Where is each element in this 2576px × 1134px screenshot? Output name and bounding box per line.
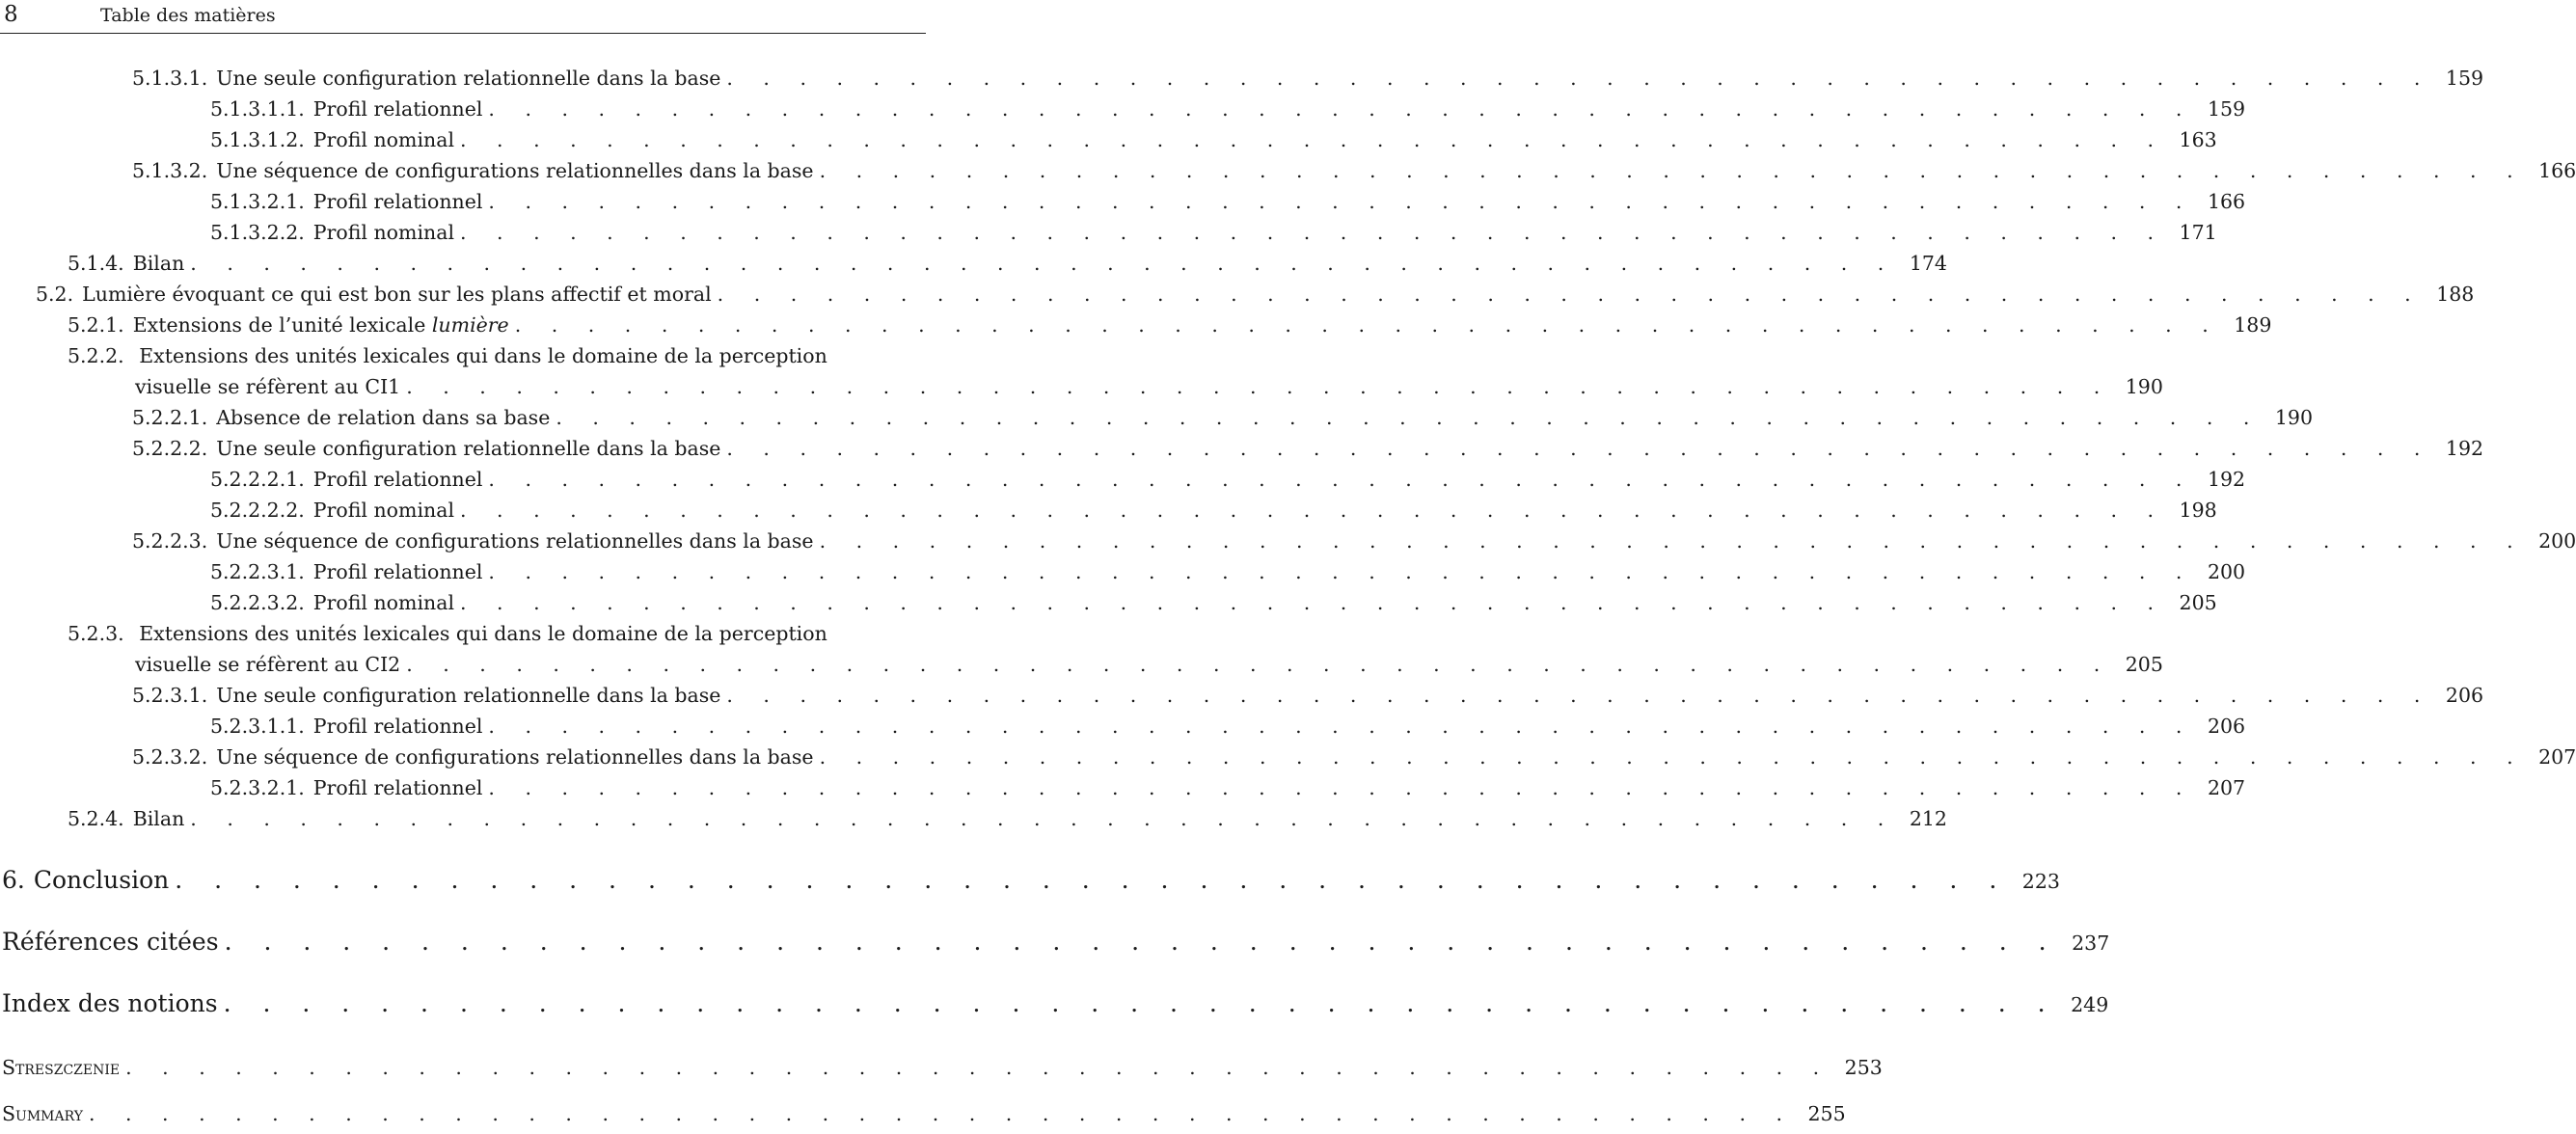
toc-entry-title-continued: visuelle se réfèrent au CI2 (135, 653, 401, 676)
dot-leader (556, 403, 2262, 432)
dot-leader (406, 650, 2112, 679)
toc-entry-number: 5.2.3.2. (132, 745, 208, 769)
toc-entry-title: Lumière évoquant ce qui est bon sur les plans affectif et moral (82, 283, 712, 306)
dot-leader (820, 526, 2526, 555)
toc-entry-5-2[interactable] (36, 280, 2475, 309)
toc-entry-page: 205 (2179, 591, 2217, 614)
toc-entry-5-2-2-2-1[interactable] (210, 465, 2246, 494)
toc-entry-summary[interactable] (2, 1099, 1846, 1128)
toc-entry-title-text: Extensions de l’unité lexicale (132, 313, 426, 337)
toc-entry-title: Profil relationnel (312, 190, 483, 213)
toc-entry-5-2-2-3-1[interactable] (210, 557, 2246, 586)
toc-entry-number: 5.2.3.1. (132, 684, 208, 707)
running-head-title: Table des matières (100, 5, 276, 26)
dot-leader (488, 465, 2194, 494)
toc-entry-title: Profil relationnel (312, 468, 483, 491)
toc-entry-title: Profil relationnel (312, 560, 483, 583)
toc-entry-5-1-3-1-1[interactable] (210, 94, 2246, 123)
toc-entry-number: 5.2.2.1. (132, 406, 208, 429)
toc-entry-title: Une seule configuration relationnelle dans la base (216, 684, 721, 707)
toc-entry-title: Profil relationnel (312, 776, 483, 799)
toc-entry-number: 5.2.3.2.1. (210, 776, 305, 799)
toc-entry-title-italic: lumière (431, 313, 509, 337)
toc-entry-5-2-3-2[interactable] (132, 742, 2576, 771)
toc-entry-page: 253 (1844, 1056, 1883, 1079)
dot-leader (488, 187, 2194, 216)
toc-entry-number: 6. (2, 866, 25, 894)
toc-entry-5-2-3-2-1[interactable] (210, 773, 2246, 802)
toc-entry-title: Profil nominal (312, 499, 454, 522)
toc-entry-page: 190 (2125, 375, 2163, 398)
toc-entry-page: 159 (2207, 97, 2246, 121)
toc-entry-title: Profil relationnel (312, 715, 483, 738)
page-number: 8 (4, 2, 18, 27)
dot-leader (460, 496, 2166, 525)
toc-entry-title: Index des notions (2, 989, 218, 1017)
toc-entry-page: 166 (2207, 190, 2246, 213)
toc-entry-5-1-3-2-2[interactable] (210, 218, 2217, 247)
toc-entry-title: Summary (2, 1102, 83, 1125)
toc-entry-page: 249 (2071, 993, 2109, 1016)
toc-entry-page: 198 (2179, 499, 2217, 522)
toc-entry-5-2-1[interactable] (68, 310, 2272, 339)
toc-entry-page: 205 (2125, 653, 2163, 676)
toc-entry-page: 223 (2021, 870, 2060, 893)
toc-entry-number: 5.2.4. (68, 807, 124, 830)
toc-entry-5-2-3-1-1[interactable] (210, 712, 2246, 741)
toc-entry-number: 5.2.2.2.1. (210, 468, 305, 491)
toc-entry-page: 200 (2207, 560, 2246, 583)
dot-leader (488, 94, 2194, 123)
toc-entry-5-2-2-2[interactable] (132, 434, 2484, 463)
toc-entry-page: 206 (2445, 684, 2484, 707)
toc-entry-number: 5.2.2.3.2. (210, 591, 305, 614)
toc-entry-number: 5.2.2.3.1. (210, 560, 305, 583)
toc-entry-number: 5.2.3.1.1. (210, 715, 305, 738)
toc-entry-page: 212 (1909, 807, 1947, 830)
toc-entry-page: 174 (1909, 252, 1947, 275)
dot-leader (190, 804, 1896, 833)
toc-entry-number: 5.2.2. (68, 344, 124, 367)
dot-leader (175, 864, 2009, 897)
toc-entry-5-2-2-3-2[interactable] (210, 588, 2217, 617)
toc-entry-title: Profil nominal (312, 591, 454, 614)
dot-leader (488, 712, 2194, 741)
dot-leader (726, 434, 2432, 463)
toc-entry-title: Streszczenie (2, 1056, 121, 1079)
toc-entry-5-1-4[interactable] (68, 249, 1947, 278)
dot-leader (190, 249, 1896, 278)
dot-leader (125, 1053, 1831, 1082)
toc-entry-number: 5.2.3. (68, 622, 124, 645)
toc-entry-title: Profil nominal (312, 128, 454, 151)
toc-entry-5-2-3-line1[interactable] (68, 619, 922, 648)
toc-entry-5-2-3-1[interactable] (132, 681, 2484, 710)
toc-entry-title: Bilan (132, 807, 185, 830)
toc-entry-title: Extensions des unités lexicales qui dans le domaine de la perception (139, 622, 827, 645)
toc-entry-number: 5.1.3.1.2. (210, 128, 305, 151)
toc-entry-5-2-2-1[interactable] (132, 403, 2314, 432)
toc-entry-5-2-3-line2[interactable] (135, 650, 2163, 679)
toc-entry-5-1-3-2-1[interactable] (210, 187, 2246, 216)
toc-entry-5-1-3-1-2[interactable] (210, 125, 2217, 154)
toc-entry-5-2-2-2-2[interactable] (210, 496, 2217, 525)
toc-entry-streszczenie[interactable] (2, 1053, 1883, 1082)
toc-entry-number: 5.1.3.1. (132, 67, 208, 90)
toc-entry-title: Une séquence de configurations relationnelles dans la base (216, 529, 814, 553)
toc-entry-title: Une seule configuration relationnelle dans la base (216, 67, 721, 90)
toc-entry-page: 166 (2538, 159, 2576, 182)
toc-entry-number: 5.2.2.2.2. (210, 499, 305, 522)
dot-leader (224, 987, 2058, 1020)
toc-entry-title: Une séquence de configurations relationnelles dans la base (216, 159, 814, 182)
toc-entry-title: Une séquence de configurations relationnelles dans la base (216, 745, 814, 769)
toc-entry-title (133, 310, 509, 339)
toc-entry-page: 207 (2538, 745, 2576, 769)
toc-entry-number: 5.1.4. (68, 252, 124, 275)
toc-entry-number: 5.1.3.2.2. (210, 221, 305, 244)
toc-entry-page: 200 (2538, 529, 2576, 553)
toc-entry-5-2-4[interactable] (68, 804, 1947, 833)
toc-entry-title: Profil relationnel (312, 97, 483, 121)
dot-leader (89, 1099, 1795, 1128)
toc-entry-page: 255 (1807, 1102, 1846, 1125)
toc-entry-number: 5.1.3.2.1. (210, 190, 305, 213)
toc-entry-page: 159 (2445, 67, 2484, 90)
toc-entry-number: 5.2. (36, 283, 74, 306)
toc-entry-page: 206 (2207, 715, 2246, 738)
toc-entry-page: 188 (2436, 283, 2475, 306)
dot-leader (460, 125, 2166, 154)
dot-leader (460, 218, 2166, 247)
toc-entry-5-1-3-1[interactable] (132, 64, 2484, 93)
dot-leader (406, 372, 2112, 401)
toc-entry-number: 5.1.3.1.1. (210, 97, 305, 121)
toc-entry-title: Profil nominal (312, 221, 454, 244)
toc-entry-title: Absence de relation dans sa base (216, 406, 551, 429)
toc-entry-index[interactable] (2, 987, 2109, 1021)
toc-entry-page: 192 (2207, 468, 2246, 491)
toc-entry-number: 5.2.2.2. (132, 437, 208, 460)
toc-entry-page: 189 (2234, 313, 2272, 337)
dot-leader (726, 64, 2432, 93)
dot-leader (820, 742, 2526, 771)
toc-entry-title: Bilan (132, 252, 185, 275)
toc-entry-page: 207 (2207, 776, 2246, 799)
dot-leader (225, 926, 2059, 958)
toc-entry-page: 190 (2274, 406, 2314, 429)
dot-leader (726, 681, 2432, 710)
toc-entry-title: Extensions des unités lexicales qui dans le domaine de la perception (139, 344, 827, 367)
toc-entry-title: Références citées (2, 928, 219, 956)
dot-leader (718, 280, 2424, 309)
toc-entry-5-2-2-line2[interactable] (135, 372, 2163, 401)
toc-entry-page: 237 (2072, 932, 2110, 955)
dot-leader (820, 156, 2526, 185)
toc-entry-number: 5.2.2.3. (132, 529, 208, 553)
toc-entry-number: 5.2.1. (68, 313, 124, 337)
dot-leader (515, 310, 2221, 339)
toc-entry-6-conclusion[interactable] (2, 864, 2060, 898)
dot-leader (460, 588, 2166, 617)
toc-entry-number: 5.1.3.2. (132, 159, 208, 182)
toc-entry-page: 171 (2179, 221, 2217, 244)
toc-entry-title-continued: visuelle se réfèrent au CI1 (135, 375, 401, 398)
toc-entry-page: 163 (2179, 128, 2217, 151)
dot-leader (488, 557, 2194, 586)
toc-entry-title: Conclusion (33, 866, 170, 894)
toc-entry-5-1-3-2[interactable] (132, 156, 2576, 185)
toc-entry-5-2-2-line1[interactable] (68, 341, 922, 370)
toc-entry-5-2-2-3[interactable] (132, 526, 2576, 555)
dot-leader (488, 773, 2194, 802)
toc-entry-references[interactable] (2, 926, 2110, 959)
toc-entry-title: Une seule configuration relationnelle dans la base (216, 437, 721, 460)
toc-entry-page: 192 (2445, 437, 2484, 460)
